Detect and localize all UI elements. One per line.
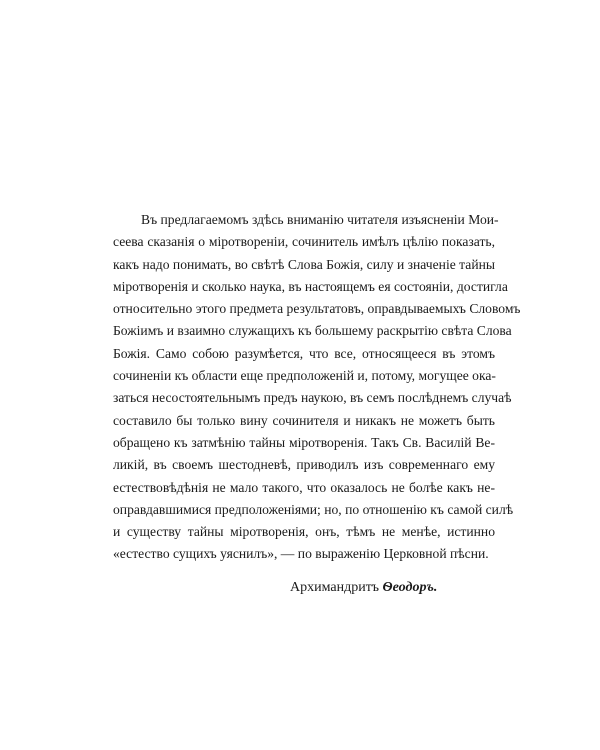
signature-name: Ѳеодоръ.: [382, 580, 438, 595]
paragraph-line-3: какъ надо понимать, во свѣтѣ Слова Божія, силу и значеніе тайны: [113, 256, 495, 272]
signature: [290, 580, 437, 596]
paragraph-line-14: оправдавшимися предположеніями; но, по отношенію къ самой силѣ: [113, 501, 514, 517]
paragraph-line-6: Божіимъ и взаимно служащихъ къ большему раскрытію свѣта Слова: [113, 323, 512, 339]
paragraph-line-15: и существу тайны мiротворенія, онъ, тѣмъ не менѣе, истинно: [113, 524, 495, 540]
paragraph-line-16: «естество сущихъ уяснилъ», — по выраженію Церковной пѣсни.: [113, 546, 489, 562]
preface-paragraph: [113, 209, 521, 566]
signature-title: Архимандритъ: [290, 580, 380, 595]
paragraph-line-5: относительно этого предмета результатовъ, оправдываемыхъ Словомъ: [113, 301, 521, 317]
paragraph-line-4: мiротворенія и сколько наука, въ настоящемъ ея состояніи, достигла: [113, 278, 508, 294]
paragraph-line-12: ликій, въ своемъ шестодневѣ, приводилъ изъ современнаго ему: [113, 457, 495, 473]
paragraph-line-2: сеева сказанія о мiротвореніи, сочинитель имѣлъ цѣлію показать,: [113, 234, 495, 250]
paragraph-line-1: Въ предлагаемомъ здѣсь вниманію читателя изъясненіи Мои-: [141, 212, 499, 227]
paragraph-line-13: естествовѣдѣнія не мало такого, что оказалось не болѣе какъ не-: [113, 479, 495, 495]
paragraph-line-9: заться несостоятельнымъ предъ наукою, въ семъ послѣднемъ случаѣ: [113, 390, 512, 406]
paragraph-line-8: сочиненіи къ области еще предположеній и, потому, могущее ока-: [113, 368, 496, 384]
paragraph-line-7: Божія. Само собою разумѣется, что все, относящееся въ этомъ: [113, 345, 495, 361]
paragraph-line-11: обращено къ затмѣнію тайны мiротворенія. Такъ Св. Василій Ве-: [113, 434, 495, 450]
paragraph-line-10: составило бы только вину сочинителя и никакъ не можетъ быть: [113, 412, 495, 428]
